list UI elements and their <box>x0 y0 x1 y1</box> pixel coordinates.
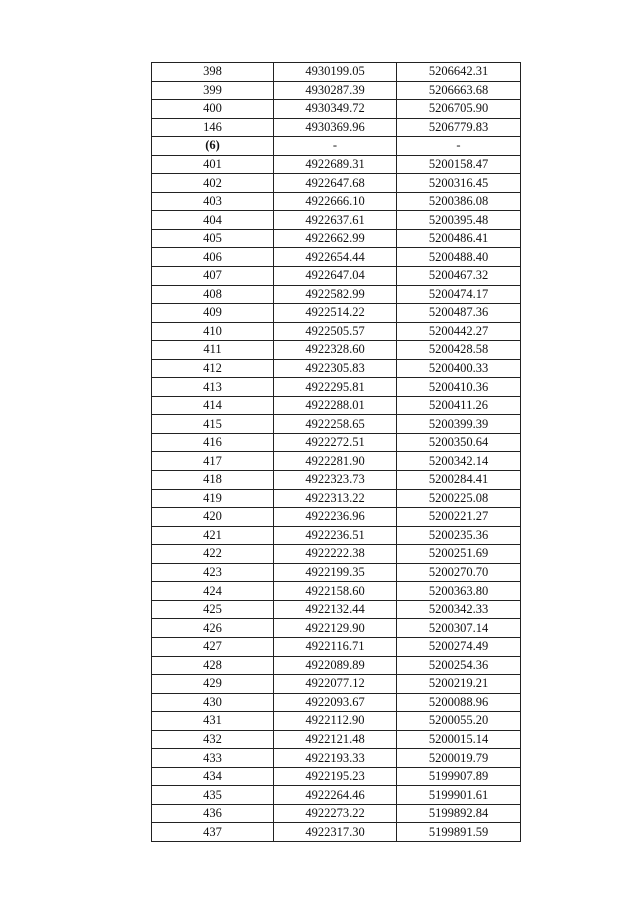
x-coordinate-cell: 4922582.99 <box>274 285 397 304</box>
point-number-cell: 432 <box>152 730 274 749</box>
table-row <box>152 471 521 490</box>
point-number-cell: 408 <box>152 285 274 304</box>
point-number-cell: (6) <box>152 137 274 156</box>
table-row <box>152 192 521 211</box>
y-coordinate-cell: 5206779.83 <box>397 118 521 137</box>
point-number-cell: 400 <box>152 100 274 119</box>
point-number-cell: 422 <box>152 545 274 564</box>
x-coordinate-cell: 4922662.99 <box>274 229 397 248</box>
y-coordinate-cell: 5200158.47 <box>397 155 521 174</box>
x-coordinate-cell: 4922129.90 <box>274 619 397 638</box>
x-coordinate-cell: 4922328.60 <box>274 341 397 360</box>
point-number-cell: 420 <box>152 508 274 527</box>
point-number-cell: 409 <box>152 304 274 323</box>
x-coordinate-cell: 4922654.44 <box>274 248 397 267</box>
y-coordinate-cell: 5200088.96 <box>397 693 521 712</box>
x-coordinate-cell: 4922158.60 <box>274 582 397 601</box>
y-coordinate-cell: 5200488.40 <box>397 248 521 267</box>
table-row <box>152 378 521 397</box>
table-row <box>152 786 521 805</box>
point-number-cell: 430 <box>152 693 274 712</box>
x-coordinate-cell: 4922295.81 <box>274 378 397 397</box>
y-coordinate-cell: 5206642.31 <box>397 63 521 82</box>
y-coordinate-cell: 5200410.36 <box>397 378 521 397</box>
y-coordinate-cell: 5206705.90 <box>397 100 521 119</box>
table-row <box>152 712 521 731</box>
table-row <box>152 545 521 564</box>
point-number-cell: 412 <box>152 359 274 378</box>
point-number-cell: 402 <box>152 174 274 193</box>
x-coordinate-cell: 4922273.22 <box>274 804 397 823</box>
table-row <box>152 637 521 656</box>
point-number-cell: 401 <box>152 155 274 174</box>
y-coordinate-cell: 5200015.14 <box>397 730 521 749</box>
table-row <box>152 211 521 230</box>
y-coordinate-cell: 5200395.48 <box>397 211 521 230</box>
point-number-cell: 419 <box>152 489 274 508</box>
table-row <box>152 489 521 508</box>
point-number-cell: 431 <box>152 712 274 731</box>
x-coordinate-cell: 4922264.46 <box>274 786 397 805</box>
point-number-cell: 427 <box>152 637 274 656</box>
table-row <box>152 100 521 119</box>
y-coordinate-cell: 5200399.39 <box>397 415 521 434</box>
y-coordinate-cell: 5200225.08 <box>397 489 521 508</box>
table-row <box>152 730 521 749</box>
y-coordinate-cell: 5200307.14 <box>397 619 521 638</box>
table-row <box>152 656 521 675</box>
table-row <box>152 137 521 156</box>
x-coordinate-cell: - <box>274 137 397 156</box>
table-row <box>152 693 521 712</box>
x-coordinate-cell: 4922093.67 <box>274 693 397 712</box>
x-coordinate-cell: 4922281.90 <box>274 452 397 471</box>
y-coordinate-cell: 5200316.45 <box>397 174 521 193</box>
x-coordinate-cell: 4922132.44 <box>274 600 397 619</box>
x-coordinate-cell: 4922647.04 <box>274 267 397 286</box>
table-row <box>152 304 521 323</box>
table-row <box>152 433 521 452</box>
x-coordinate-cell: 4922193.33 <box>274 749 397 768</box>
point-number-cell: 411 <box>152 341 274 360</box>
point-number-cell: 146 <box>152 118 274 137</box>
y-coordinate-cell: 5200400.33 <box>397 359 521 378</box>
y-coordinate-cell: 5200221.27 <box>397 508 521 527</box>
x-coordinate-cell: 4922272.51 <box>274 433 397 452</box>
point-number-cell: 429 <box>152 675 274 694</box>
table-row <box>152 600 521 619</box>
y-coordinate-cell: - <box>397 137 521 156</box>
point-number-cell: 428 <box>152 656 274 675</box>
point-number-cell: 434 <box>152 767 274 786</box>
y-coordinate-cell: 5200411.26 <box>397 396 521 415</box>
table-row <box>152 563 521 582</box>
y-coordinate-cell: 5200363.80 <box>397 582 521 601</box>
y-coordinate-cell: 5199901.61 <box>397 786 521 805</box>
table-row <box>152 452 521 471</box>
point-number-cell: 404 <box>152 211 274 230</box>
x-coordinate-cell: 4922514.22 <box>274 304 397 323</box>
y-coordinate-cell: 5200474.17 <box>397 285 521 304</box>
point-number-cell: 403 <box>152 192 274 211</box>
y-coordinate-cell: 5199907.89 <box>397 767 521 786</box>
table-row <box>152 823 521 842</box>
table-row <box>152 174 521 193</box>
x-coordinate-cell: 4922236.51 <box>274 526 397 545</box>
point-number-cell: 433 <box>152 749 274 768</box>
point-number-cell: 437 <box>152 823 274 842</box>
table-row <box>152 675 521 694</box>
x-coordinate-cell: 4922236.96 <box>274 508 397 527</box>
x-coordinate-cell: 4922288.01 <box>274 396 397 415</box>
x-coordinate-cell: 4922077.12 <box>274 675 397 694</box>
table-row <box>152 285 521 304</box>
point-number-cell: 417 <box>152 452 274 471</box>
point-number-cell: 423 <box>152 563 274 582</box>
y-coordinate-cell: 5200055.20 <box>397 712 521 731</box>
point-number-cell: 410 <box>152 322 274 341</box>
y-coordinate-cell: 5206663.68 <box>397 81 521 100</box>
x-coordinate-cell: 4930349.72 <box>274 100 397 119</box>
y-coordinate-cell: 5200442.27 <box>397 322 521 341</box>
y-coordinate-cell: 5199891.59 <box>397 823 521 842</box>
point-number-cell: 424 <box>152 582 274 601</box>
y-coordinate-cell: 5200270.70 <box>397 563 521 582</box>
x-coordinate-cell: 4922313.22 <box>274 489 397 508</box>
coordinates-table <box>151 62 521 842</box>
table-row <box>152 229 521 248</box>
point-number-cell: 414 <box>152 396 274 415</box>
y-coordinate-cell: 5200486.41 <box>397 229 521 248</box>
x-coordinate-cell: 4922116.71 <box>274 637 397 656</box>
y-coordinate-cell: 5200019.79 <box>397 749 521 768</box>
y-coordinate-cell: 5200235.36 <box>397 526 521 545</box>
table-row <box>152 526 521 545</box>
point-number-cell: 416 <box>152 433 274 452</box>
table-row <box>152 804 521 823</box>
x-coordinate-cell: 4922112.90 <box>274 712 397 731</box>
y-coordinate-cell: 5200386.08 <box>397 192 521 211</box>
table-row <box>152 341 521 360</box>
x-coordinate-cell: 4922323.73 <box>274 471 397 490</box>
y-coordinate-cell: 5200219.21 <box>397 675 521 694</box>
table-row <box>152 508 521 527</box>
table-row <box>152 322 521 341</box>
point-number-cell: 413 <box>152 378 274 397</box>
table-row <box>152 767 521 786</box>
x-coordinate-cell: 4922222.38 <box>274 545 397 564</box>
point-number-cell: 399 <box>152 81 274 100</box>
table-row <box>152 749 521 768</box>
table-row <box>152 248 521 267</box>
table-row <box>152 396 521 415</box>
point-number-cell: 398 <box>152 63 274 82</box>
table-row <box>152 582 521 601</box>
y-coordinate-cell: 5200284.41 <box>397 471 521 490</box>
y-coordinate-cell: 5200428.58 <box>397 341 521 360</box>
point-number-cell: 426 <box>152 619 274 638</box>
x-coordinate-cell: 4922258.65 <box>274 415 397 434</box>
x-coordinate-cell: 4930287.39 <box>274 81 397 100</box>
x-coordinate-cell: 4922305.83 <box>274 359 397 378</box>
point-number-cell: 418 <box>152 471 274 490</box>
point-number-cell: 421 <box>152 526 274 545</box>
x-coordinate-cell: 4922637.61 <box>274 211 397 230</box>
y-coordinate-cell: 5200254.36 <box>397 656 521 675</box>
x-coordinate-cell: 4930199.05 <box>274 63 397 82</box>
point-number-cell: 436 <box>152 804 274 823</box>
table-row <box>152 267 521 286</box>
x-coordinate-cell: 4922121.48 <box>274 730 397 749</box>
point-number-cell: 435 <box>152 786 274 805</box>
x-coordinate-cell: 4930369.96 <box>274 118 397 137</box>
x-coordinate-cell: 4922647.68 <box>274 174 397 193</box>
point-number-cell: 415 <box>152 415 274 434</box>
y-coordinate-cell: 5200342.33 <box>397 600 521 619</box>
y-coordinate-cell: 5199892.84 <box>397 804 521 823</box>
point-number-cell: 406 <box>152 248 274 267</box>
x-coordinate-cell: 4922199.35 <box>274 563 397 582</box>
y-coordinate-cell: 5200274.49 <box>397 637 521 656</box>
y-coordinate-cell: 5200487.36 <box>397 304 521 323</box>
point-number-cell: 405 <box>152 229 274 248</box>
table-row <box>152 415 521 434</box>
x-coordinate-cell: 4922505.57 <box>274 322 397 341</box>
x-coordinate-cell: 4922089.89 <box>274 656 397 675</box>
coordinates-table-body <box>152 63 521 842</box>
y-coordinate-cell: 5200350.64 <box>397 433 521 452</box>
table-row <box>152 359 521 378</box>
y-coordinate-cell: 5200342.14 <box>397 452 521 471</box>
table-row <box>152 118 521 137</box>
x-coordinate-cell: 4922317.30 <box>274 823 397 842</box>
y-coordinate-cell: 5200467.32 <box>397 267 521 286</box>
x-coordinate-cell: 4922666.10 <box>274 192 397 211</box>
x-coordinate-cell: 4922195.23 <box>274 767 397 786</box>
point-number-cell: 407 <box>152 267 274 286</box>
table-row <box>152 619 521 638</box>
table-row <box>152 63 521 82</box>
x-coordinate-cell: 4922689.31 <box>274 155 397 174</box>
point-number-cell: 425 <box>152 600 274 619</box>
table-row <box>152 155 521 174</box>
table-row <box>152 81 521 100</box>
y-coordinate-cell: 5200251.69 <box>397 545 521 564</box>
